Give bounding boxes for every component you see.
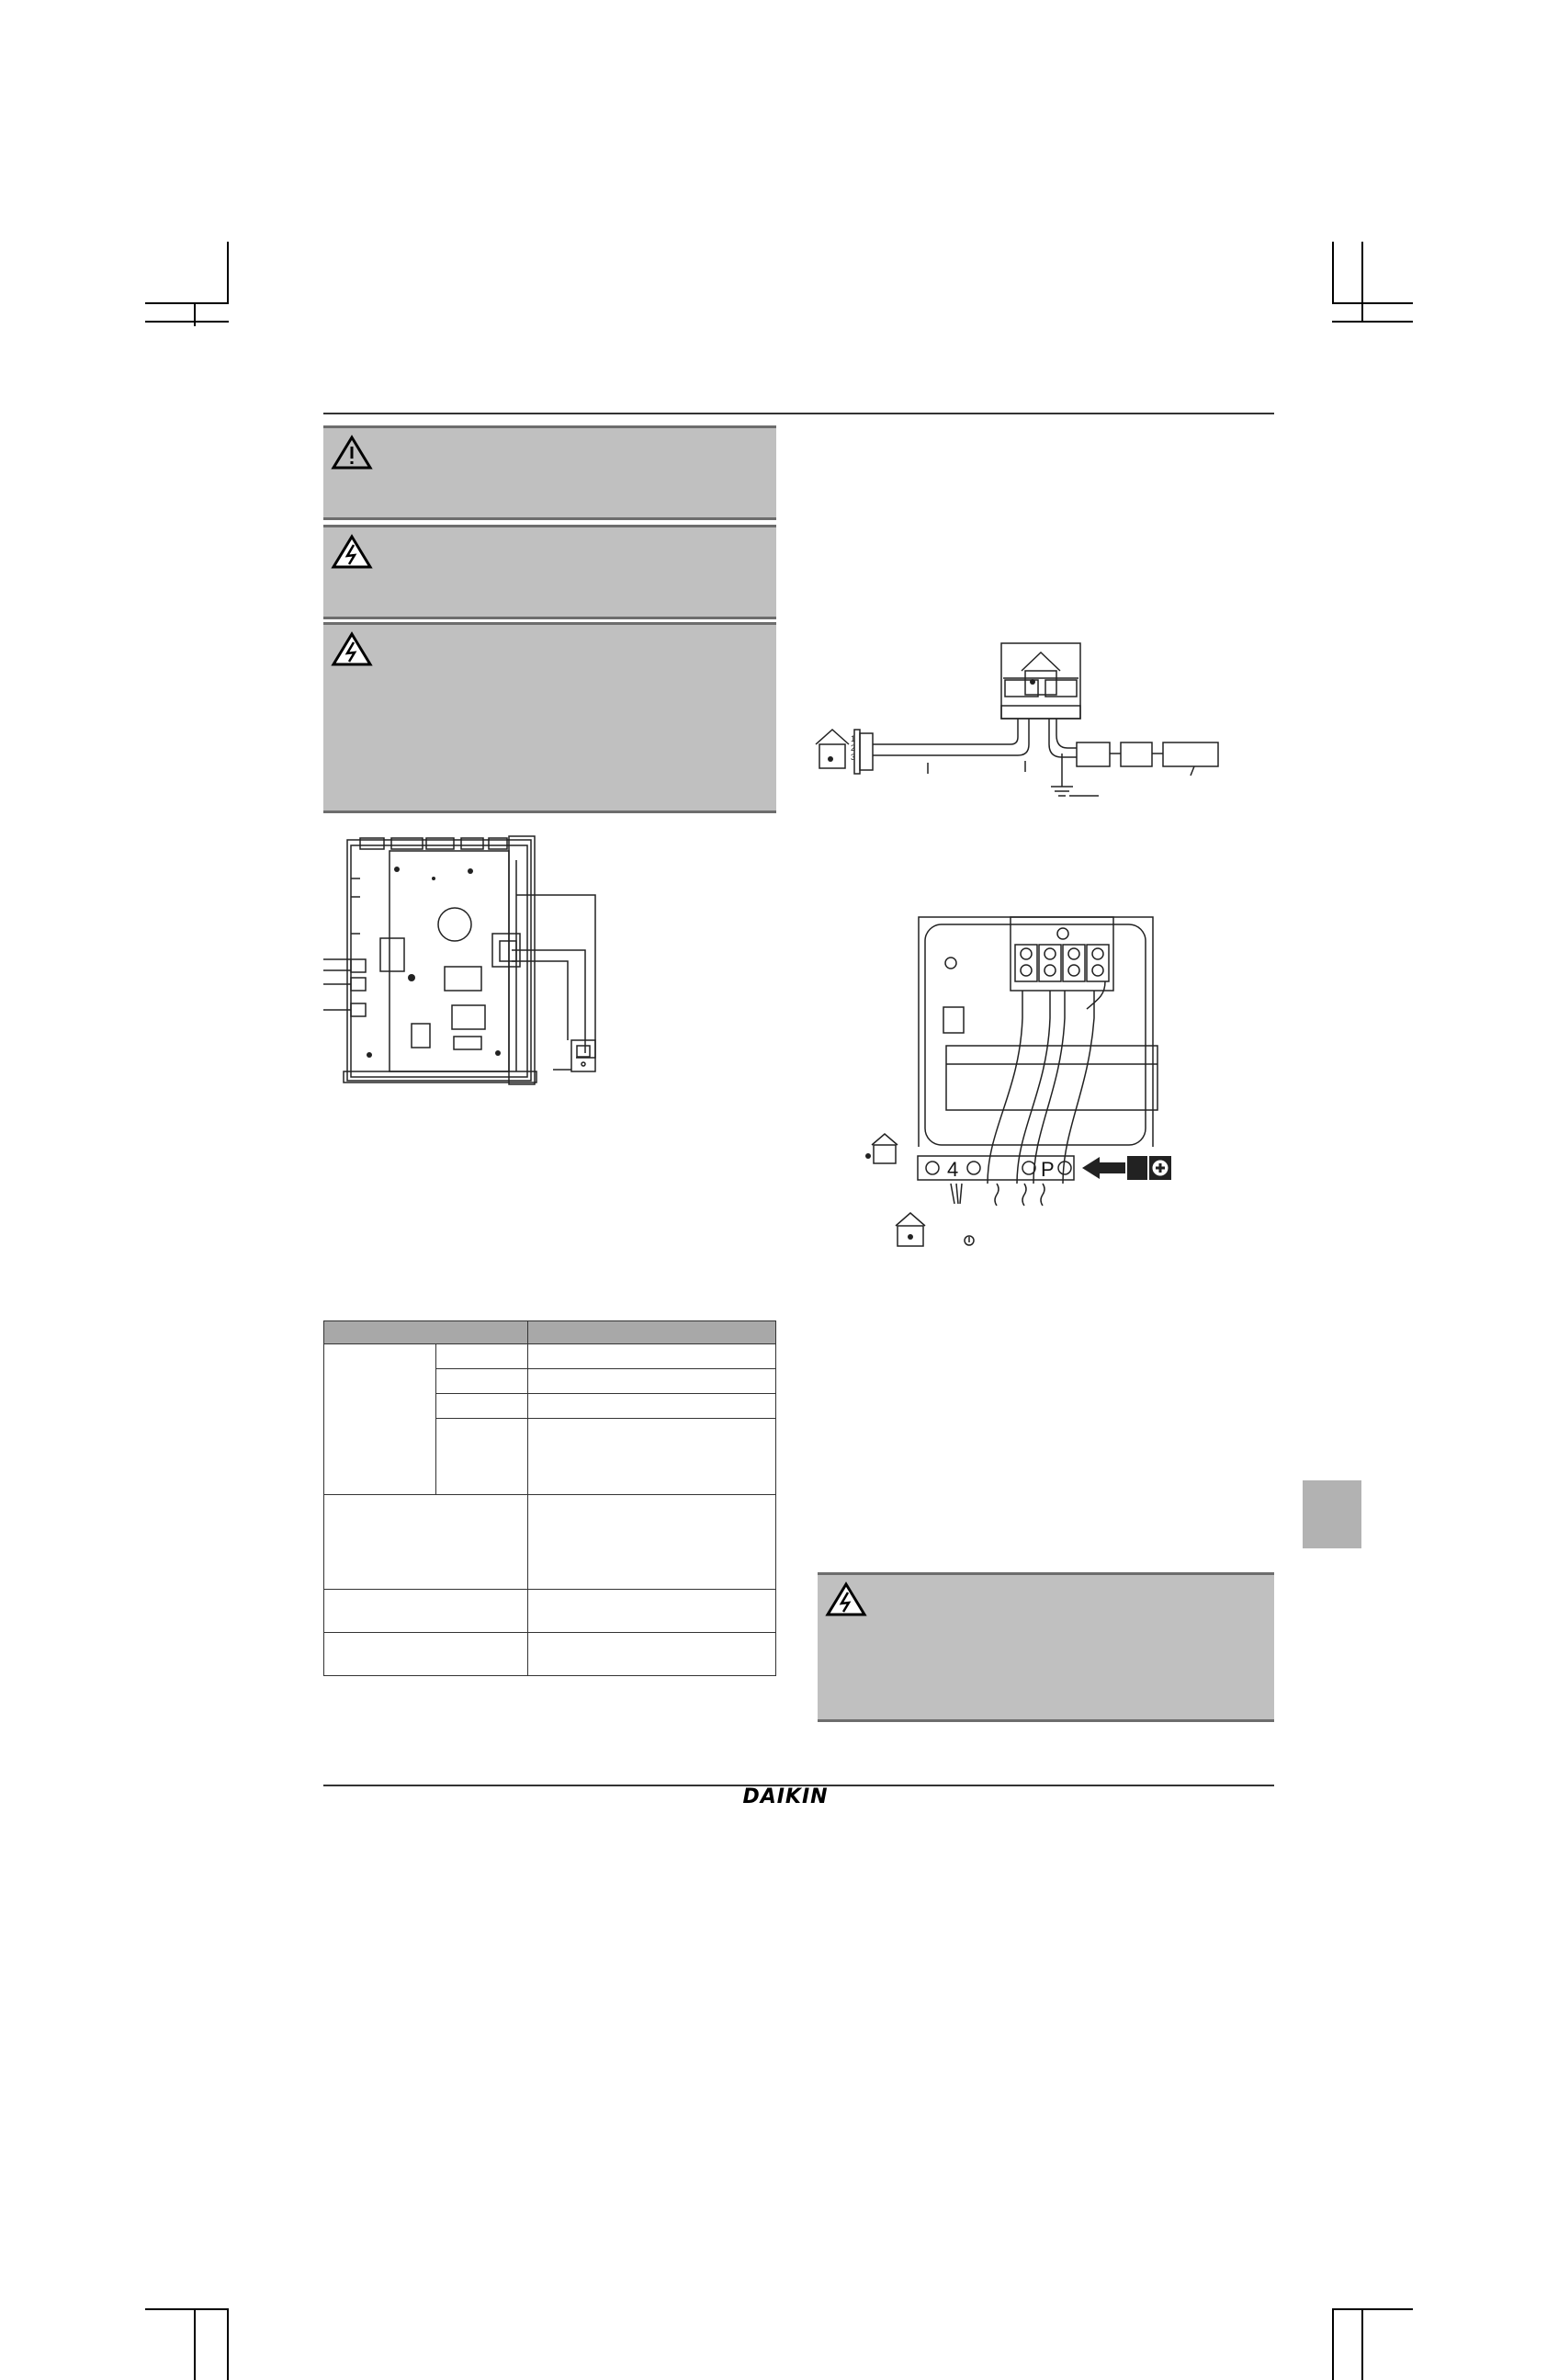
svg-text:1: 1 [851, 734, 856, 743]
daikin-logo: DAIKIN [742, 1785, 829, 1808]
terminal-wiring-illustration [859, 908, 1180, 1248]
electrical-hazard-icon [331, 533, 373, 570]
table-row [324, 1344, 776, 1369]
table-row [324, 1590, 776, 1633]
warning-triangle-icon [331, 434, 373, 470]
electrical-hazard-icon [825, 1581, 867, 1617]
warning-panel-electrical-long [323, 622, 776, 813]
electrical-hazard-icon [331, 630, 373, 667]
warning-panel-caution [323, 425, 776, 520]
warning-panel-electrical [323, 525, 776, 619]
table-header-left [324, 1321, 528, 1344]
pcb-wiring-illustration [323, 823, 608, 1097]
terminal-label-p: P [1041, 1158, 1055, 1181]
wiring-schematic-diagram [808, 634, 1240, 818]
header-rule [323, 413, 1274, 414]
terminal-label-4: 4 [947, 1158, 959, 1181]
svg-text:2: 2 [851, 743, 856, 753]
svg-text:3: 3 [851, 753, 856, 762]
table-row [324, 1633, 776, 1676]
table-header-right [528, 1321, 776, 1344]
table-row [324, 1495, 776, 1590]
specification-table [323, 1320, 776, 1676]
warning-panel-electrical-right [818, 1572, 1274, 1722]
chapter-side-tab [1303, 1480, 1361, 1548]
